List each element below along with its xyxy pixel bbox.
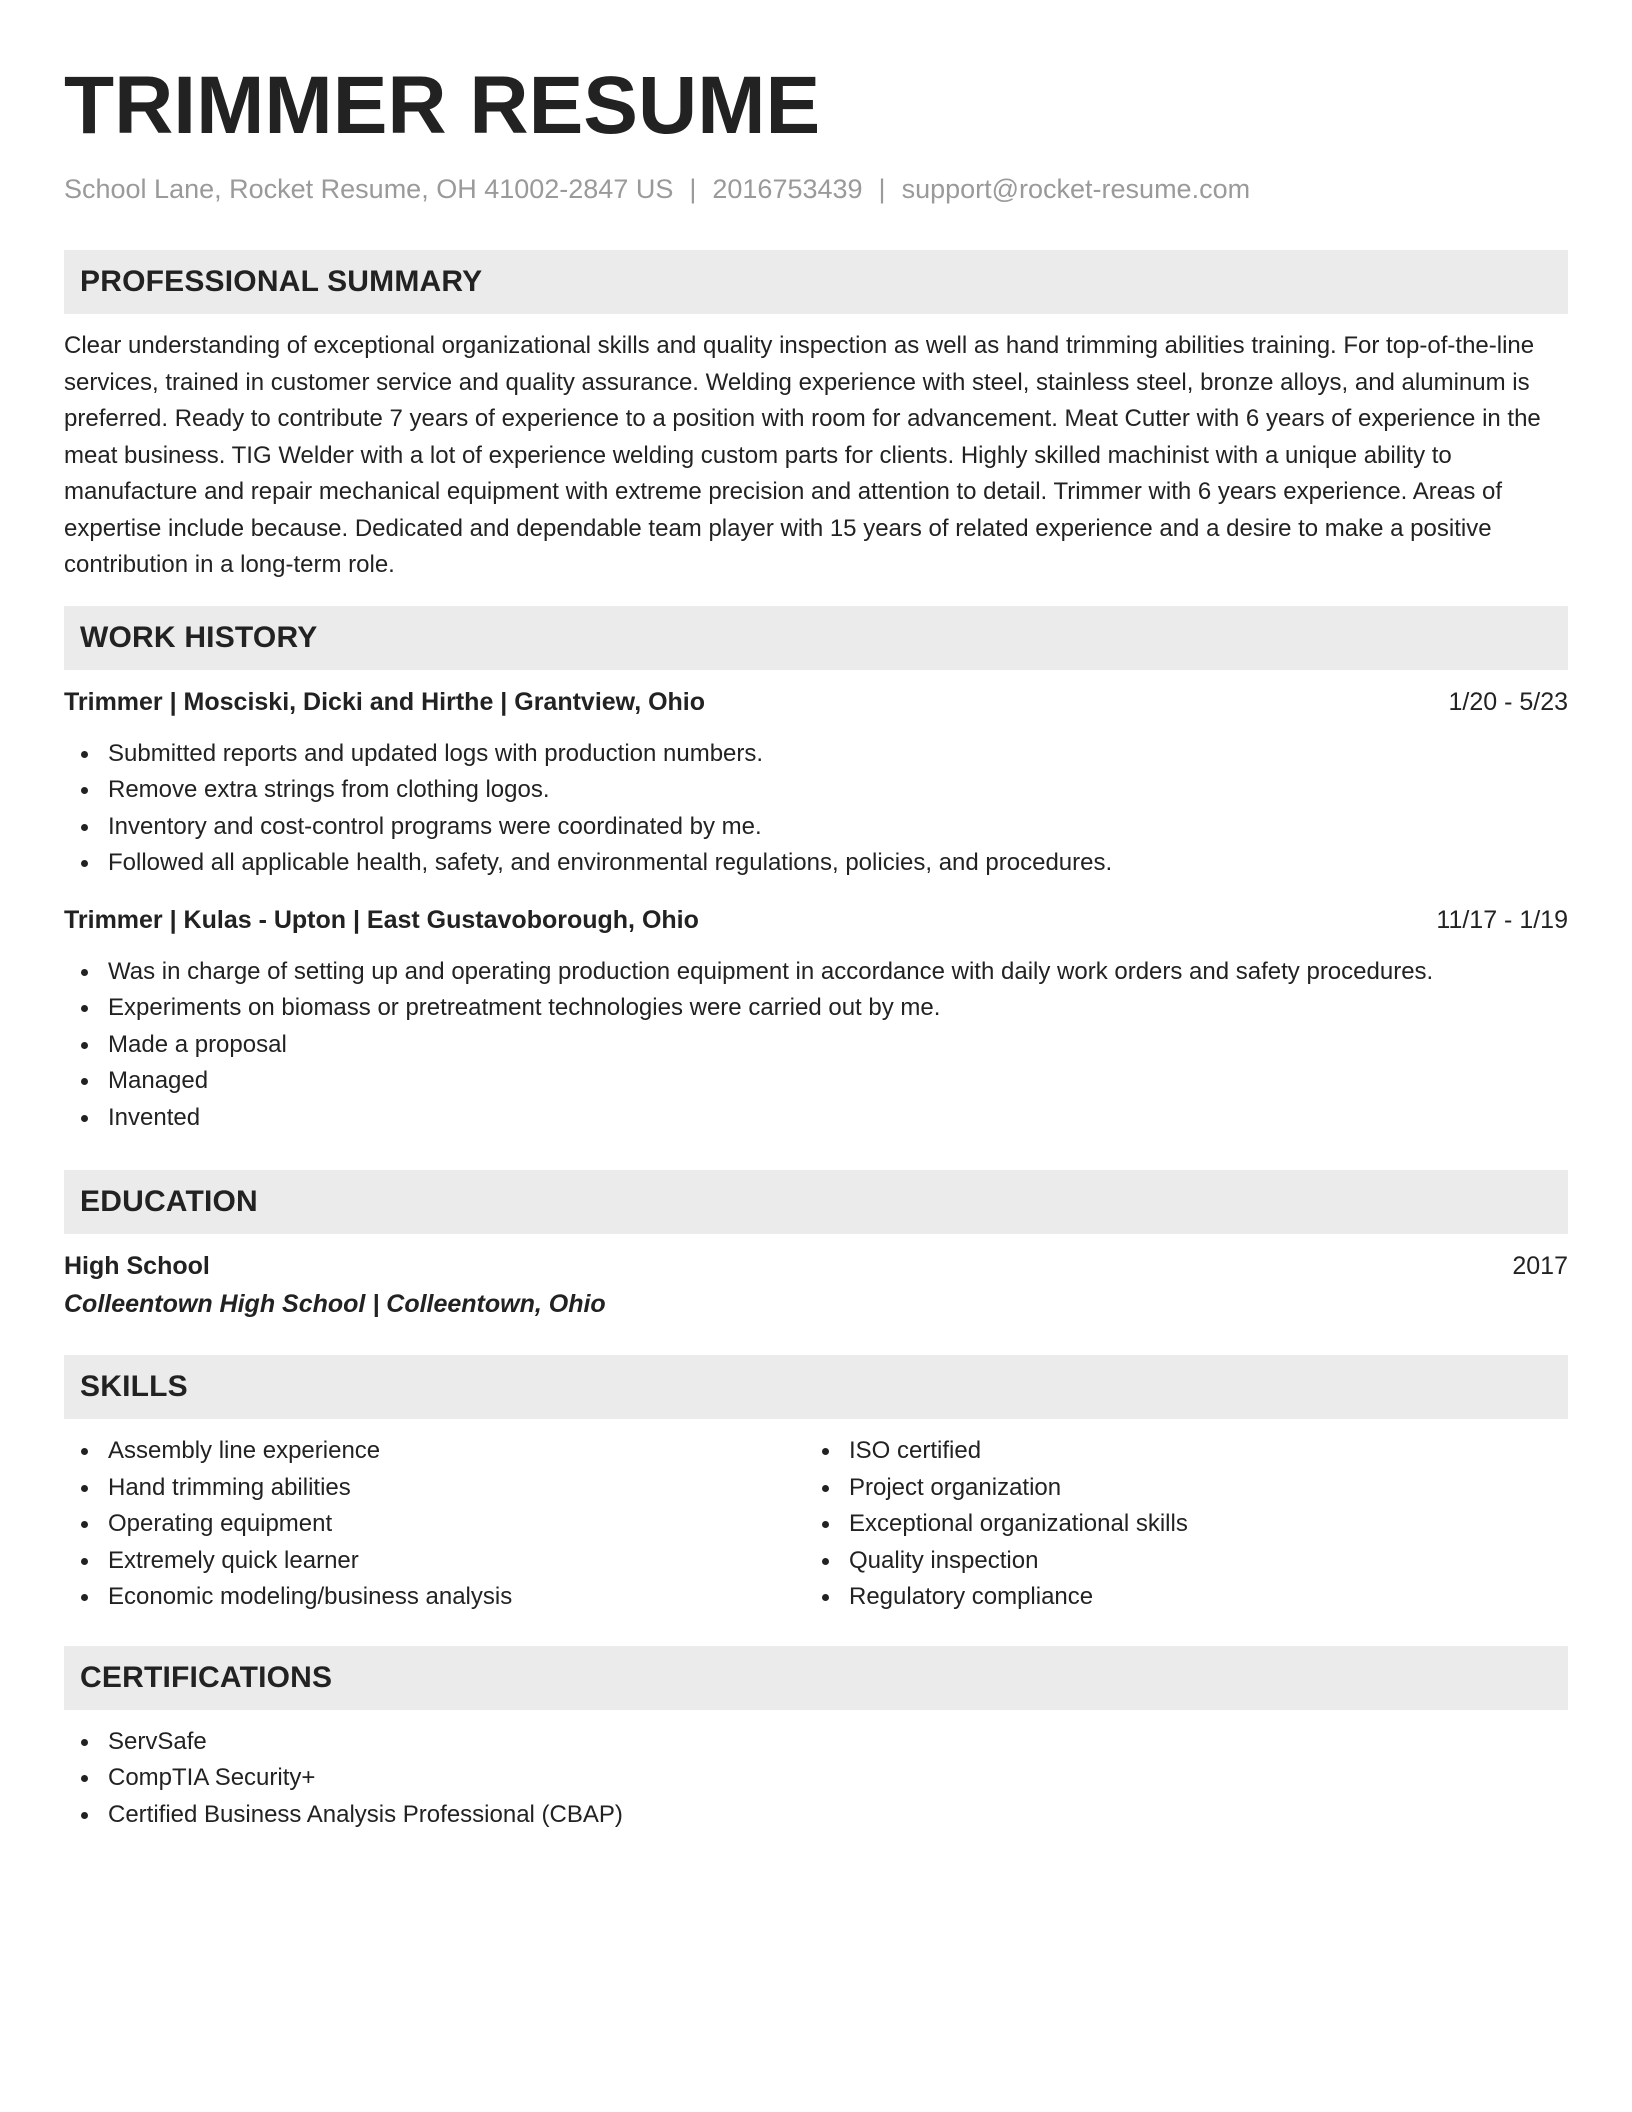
skill-item: Quality inspection xyxy=(805,1543,1546,1580)
skill-item: ISO certified xyxy=(805,1433,1546,1470)
section-header-work-history: WORK HISTORY xyxy=(64,606,1568,670)
skills-column-left xyxy=(64,1433,805,1616)
job-title: Trimmer | Kulas - Upton | East Gustavoborough, Ohio xyxy=(64,905,699,934)
education-degree: High School xyxy=(64,1252,210,1280)
skill-item: Exceptional organizational skills xyxy=(805,1506,1546,1543)
job-header xyxy=(64,685,1568,719)
resume-title: TRIMMER RESUME xyxy=(64,60,821,151)
section-header-summary: PROFESSIONAL SUMMARY xyxy=(64,250,1568,314)
list-item: Managed xyxy=(64,1063,1568,1100)
skills-column-right xyxy=(805,1433,1546,1616)
list-item: Remove extra strings from clothing logos. xyxy=(64,772,1568,809)
certification-item: ServSafe xyxy=(64,1724,1568,1761)
contact-address: School Lane, Rocket Resume, OH 41002-2847 US xyxy=(64,174,674,204)
contact-email: support@rocket-resume.com xyxy=(901,174,1251,204)
skill-item: Extremely quick learner xyxy=(64,1543,805,1580)
job-header xyxy=(64,903,1568,937)
list-item: Experiments on biomass or pretreatment technologies were carried out by me. xyxy=(64,990,1568,1027)
certification-item: CompTIA Security+ xyxy=(64,1760,1568,1797)
job-entry xyxy=(64,685,1568,882)
list-item: Was in charge of setting up and operating production equipment in accordance with daily work orders and safety procedures. xyxy=(64,954,1568,991)
skill-item: Economic modeling/business analysis xyxy=(64,1579,805,1616)
education-entry xyxy=(64,1249,1568,1321)
contact-line xyxy=(64,172,1568,206)
contact-phone: 2016753439 xyxy=(712,174,863,204)
skill-item: Regulatory compliance xyxy=(805,1579,1546,1616)
contact-separator: | xyxy=(689,174,697,204)
skill-item: Project organization xyxy=(805,1470,1546,1507)
contact-separator: | xyxy=(878,174,886,204)
job-bullets xyxy=(64,954,1568,1137)
section-header-certifications: CERTIFICATIONS xyxy=(64,1646,1568,1710)
education-school: Colleentown High School | Colleentown, Ohio xyxy=(64,1290,606,1318)
education-header xyxy=(64,1249,1568,1283)
list-item: Inventory and cost-control programs were coordinated by me. xyxy=(64,809,1568,846)
skills-grid xyxy=(64,1433,1568,1616)
list-item: Made a proposal xyxy=(64,1027,1568,1064)
skill-item: Operating equipment xyxy=(64,1506,805,1543)
section-header-education: EDUCATION xyxy=(64,1170,1568,1234)
skill-item: Assembly line experience xyxy=(64,1433,805,1470)
job-entry xyxy=(64,903,1568,1137)
list-item: Followed all applicable health, safety, and environmental regulations, policies, and procedures. xyxy=(64,845,1568,882)
section-header-skills: SKILLS xyxy=(64,1355,1568,1419)
list-item: Submitted reports and updated logs with production numbers. xyxy=(64,736,1568,773)
job-title: Trimmer | Mosciski, Dicki and Hirthe | Grantview, Ohio xyxy=(64,687,706,716)
certification-item: Certified Business Analysis Professional (CBAP) xyxy=(64,1797,1568,1834)
certifications-list xyxy=(64,1724,1568,1834)
job-dates: 11/17 - 1/19 xyxy=(1436,905,1568,934)
job-bullets xyxy=(64,736,1568,882)
skill-item: Hand trimming abilities xyxy=(64,1470,805,1507)
job-dates: 1/20 - 5/23 xyxy=(1448,687,1568,716)
summary-text: Clear understanding of exceptional organizational skills and quality inspection as well as hand trimming abilities training. For top-of-the-line services, trained in customer service and quality assurance. Welding experience with steel, stainless steel, bronze alloys, and aluminum is preferred. Ready to contribute 7 years of experience to a position with room for advancement. Meat Cutter with 6 years of experience in the meat business. TIG Welder with a lot of experience welding custom parts for clients. Highly skilled machinist with a unique ability to manufacture and repair mechanical equipment with extreme precision and attention to detail. Trimmer with 6 years experience. Areas of expertise include because. Dedicated and dependable team player with 15 years of related experience and a desire to make a positive contribution in a long-term role. xyxy=(64,332,1541,578)
list-item: Invented xyxy=(64,1100,1568,1137)
education-year: 2017 xyxy=(1512,1252,1568,1280)
